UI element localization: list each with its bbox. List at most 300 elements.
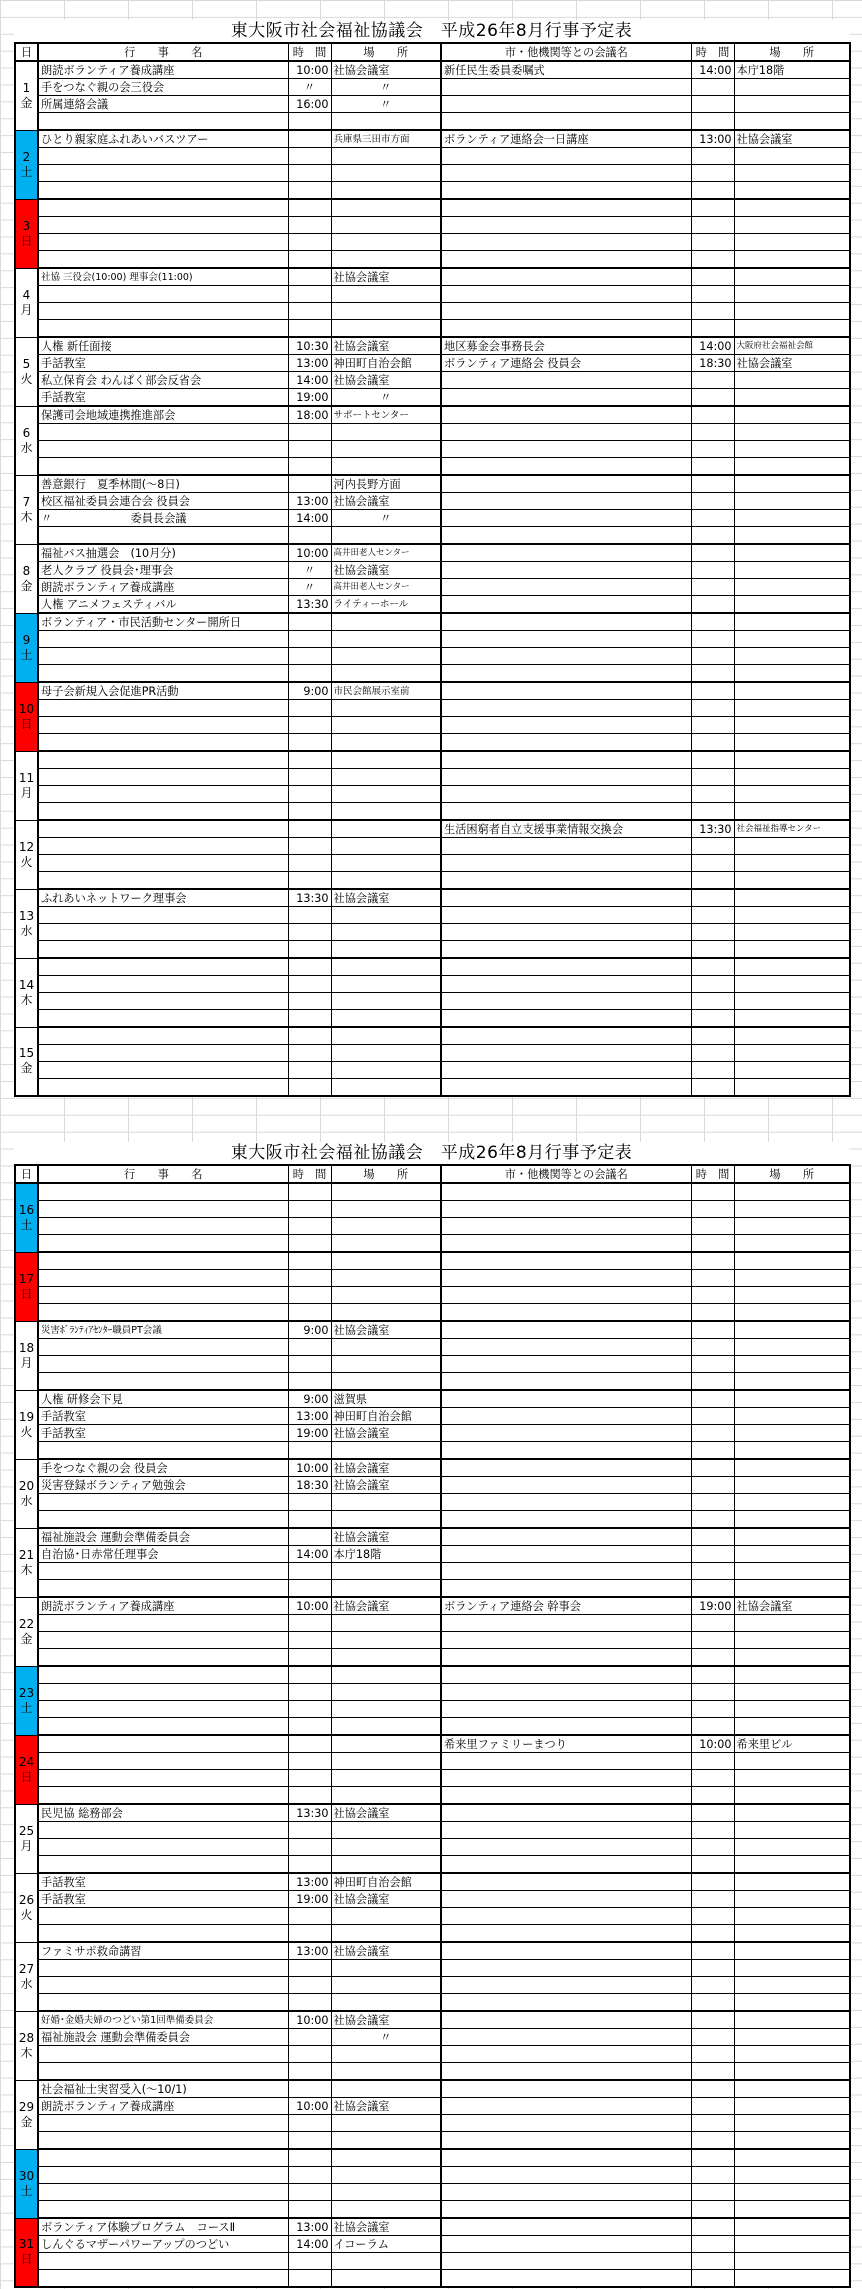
table-row [15,113,850,131]
table-row [15,941,850,959]
day-weekday: 土 [20,1217,33,1232]
ext-event-place [734,182,850,200]
event-place [331,734,441,752]
header-ext-event: 市・他機関等との会議名 [441,1165,691,1183]
day-weekday: 木 [20,992,33,1007]
ext-event-name [441,544,691,562]
ext-event-name [441,717,691,734]
day-cell [15,1183,38,1252]
ext-event-name [441,1235,691,1253]
table-row [15,337,850,355]
event-name: 手をつなぐ親の会 役員会 [38,1459,288,1477]
ext-event-time [691,2080,734,2098]
ext-event-name [441,268,691,286]
event-place [331,700,441,717]
event-place [331,1287,441,1304]
ext-event-name [441,803,691,821]
ext-event-time [691,1287,734,1304]
ext-event-place [734,1183,850,1201]
table-row [15,2029,850,2046]
ext-event-place [734,1252,850,1270]
ext-event-time: 19:00 [691,1597,734,1615]
event-time [288,1201,331,1218]
event-place [331,217,441,234]
ext-event-place [734,786,850,803]
table-row [15,527,850,545]
event-time: 13:30 [288,889,331,907]
event-name: ボランティア・市民活動センター開所日 [38,613,288,631]
ext-event-place [734,1321,850,1339]
table-row [15,1425,850,1442]
event-name [38,527,288,545]
ext-event-place [734,838,850,855]
ext-event-name [441,838,691,855]
day-number: 24 [18,1754,35,1769]
event-place [331,1218,441,1235]
table-row [15,579,850,596]
ext-event-place [734,251,850,269]
event-name [38,1960,288,1977]
event-place [331,165,441,182]
ext-event-place [734,596,850,614]
event-name [38,1339,288,1356]
day-weekday: 日 [20,1286,33,1301]
event-time [288,2167,331,2184]
day-cell [15,268,38,337]
ext-event-name [441,2218,691,2236]
event-place: 社協会議室 [331,372,441,389]
event-name [38,1994,288,2012]
ext-event-name [441,527,691,545]
event-time [288,2184,331,2201]
table-row [15,165,850,182]
event-name [38,2167,288,2184]
ext-event-name [441,165,691,182]
ext-event-name [441,1390,691,1408]
event-place [331,872,441,890]
ext-event-place [734,1304,850,1322]
event-name [38,286,288,303]
ext-event-name [441,1787,691,1805]
table-row [15,1511,850,1529]
ext-event-time [691,1822,734,1839]
event-time: 14:00 [288,1546,331,1563]
ext-event-name [441,234,691,251]
ext-event-place [734,1873,850,1891]
ext-event-name [441,872,691,890]
ext-event-time [691,2149,734,2167]
ext-event-time [691,2253,734,2270]
event-place [331,441,441,458]
event-name [38,1045,288,1062]
day-cell [15,1459,38,1528]
ext-event-place [734,217,850,234]
event-place [331,769,441,786]
event-time [288,1615,331,1632]
event-time [288,648,331,665]
event-time [288,475,331,493]
event-place: 兵庫県三田市方面 [331,130,441,148]
day-cell [15,1528,38,1597]
table-row [15,2149,850,2167]
ext-event-time [691,1977,734,1994]
ext-event-place [734,1010,850,1028]
ext-event-name [441,2201,691,2219]
event-name: 私立保育会 わんぱく部会反省会 [38,372,288,389]
event-name [38,1666,288,1684]
event-place [331,1615,441,1632]
day-number: 9 [22,632,31,647]
event-place [331,2184,441,2201]
header-ext-time: 時 間 [691,1165,734,1183]
ext-event-time [691,1649,734,1667]
ext-event-time [691,1027,734,1045]
event-time [288,1701,331,1718]
ext-event-place [734,234,850,251]
event-name [38,1770,288,1787]
table-row [15,424,850,441]
ext-event-name [441,1218,691,1235]
table-row [15,700,850,717]
event-place [331,855,441,872]
event-name: 所属連絡会議 [38,96,288,113]
event-place [331,251,441,269]
ext-event-time [691,1218,734,1235]
event-time [288,1304,331,1322]
day-number: 10 [18,701,35,716]
ext-event-place [734,579,850,596]
day-weekday: 月 [20,1355,33,1370]
event-time: 13:00 [288,355,331,372]
header-place: 場 所 [331,1165,441,1183]
ext-event-place [734,1770,850,1787]
day-weekday: 日 [20,2252,33,2267]
ext-event-time [691,2115,734,2132]
ext-event-name [441,976,691,993]
day-weekday: 金 [20,1631,33,1646]
event-name [38,320,288,338]
event-place [331,2270,441,2288]
ext-event-time [691,1701,734,1718]
event-place [331,958,441,976]
ext-event-place [734,2046,850,2063]
ext-event-time [691,1839,734,1856]
event-name: 〃 委員長会議 [38,510,288,527]
event-time [288,217,331,234]
day-cell [15,1597,38,1666]
ext-event-time [691,1770,734,1787]
event-time [288,769,331,786]
ext-event-name [441,406,691,424]
ext-event-name [441,2098,691,2115]
ext-event-time [691,1459,734,1477]
ext-event-time [691,1615,734,1632]
event-time: 14:00 [288,372,331,389]
table-row [15,751,850,769]
ext-event-time [691,286,734,303]
ext-event-time [691,1908,734,1925]
ext-event-name [441,1994,691,2012]
event-place: 市民会館展示室前 [331,682,441,700]
ext-event-name [441,1339,691,1356]
event-time [288,1770,331,1787]
event-time: 13:00 [288,1873,331,1891]
event-time [288,1960,331,1977]
event-place [331,458,441,476]
ext-event-place [734,1925,850,1943]
ext-event-place [734,769,850,786]
ext-event-place: 本庁18階 [734,61,850,79]
ext-event-time: 18:30 [691,355,734,372]
ext-event-time [691,475,734,493]
ext-event-name [441,648,691,665]
ext-event-time [691,631,734,648]
event-time: 13:00 [288,2218,331,2236]
ext-event-place [734,1666,850,1684]
event-place: 社協会議室 [331,268,441,286]
ext-event-time [691,1010,734,1028]
table-row [15,1027,850,1045]
ext-event-name [441,320,691,338]
table-row [15,1908,850,1925]
ext-event-place [734,803,850,821]
ext-event-time [691,96,734,113]
ext-event-name [441,1839,691,1856]
table-row [15,2253,850,2270]
ext-event-time [691,562,734,579]
ext-event-time [691,1787,734,1805]
ext-event-place [734,1718,850,1736]
ext-event-name [441,1062,691,1079]
table-row [15,2167,850,2184]
event-time: 13:00 [288,493,331,510]
event-place: 社協会議室 [331,1528,441,1546]
table-row [15,148,850,165]
ext-event-name [441,1684,691,1701]
ext-event-name [441,217,691,234]
ext-event-name [441,493,691,510]
event-time [288,613,331,631]
event-name: 手話教室 [38,1891,288,1908]
event-time [288,2029,331,2046]
day-number: 6 [22,425,31,440]
ext-event-name [441,1908,691,1925]
event-name: 手話教室 [38,389,288,407]
event-place: 社協会議室 [331,562,441,579]
table-row [15,1839,850,1856]
ext-event-place [734,1804,850,1822]
ext-event-place [734,1977,850,1994]
event-name: しんぐるマザーパワーアップのつどい [38,2236,288,2253]
event-place [331,1511,441,1529]
ext-event-place [734,2149,850,2167]
ext-event-time [691,1528,734,1546]
event-place [331,1027,441,1045]
event-time: 10:00 [288,1459,331,1477]
ext-event-name [441,148,691,165]
ext-event-time [691,2218,734,2236]
day-weekday: 日 [20,1769,33,1784]
event-name [38,234,288,251]
event-name [38,1079,288,1097]
ext-event-name [441,1822,691,1839]
event-name [38,941,288,959]
table-row [15,1770,850,1787]
ext-event-time [691,2063,734,2081]
ext-event-time [691,544,734,562]
ext-event-place [734,2098,850,2115]
schedule-table [14,1164,851,2288]
ext-event-name [441,286,691,303]
ext-event-place [734,1684,850,1701]
ext-event-name [441,1459,691,1477]
ext-event-name [441,682,691,700]
ext-event-place [734,268,850,286]
table-row [15,79,850,96]
ext-event-time [691,1580,734,1598]
day-cell [15,820,38,889]
ext-event-time [691,2270,734,2288]
ext-event-place [734,1787,850,1805]
table-row [15,2184,850,2201]
day-weekday: 土 [20,647,33,662]
event-name [38,2063,288,2081]
ext-event-place [734,1632,850,1649]
event-name [38,251,288,269]
ext-event-name [441,1891,691,1908]
event-time [288,1287,331,1304]
ext-event-name [441,96,691,113]
event-time: 10:30 [288,337,331,355]
ext-event-name [441,751,691,769]
day-weekday: 月 [20,302,33,317]
event-time: 9:00 [288,1390,331,1408]
ext-event-time [691,1494,734,1511]
day-number: 13 [18,908,35,923]
event-name [38,1442,288,1460]
day-number: 2 [22,149,31,164]
event-name [38,631,288,648]
ext-event-place [734,1822,850,1839]
ext-event-time [691,855,734,872]
event-time [288,1718,331,1736]
ext-event-name: ボランティア連絡会 幹事会 [441,1597,691,1615]
ext-event-place: 社協会議室 [734,1597,850,1615]
event-name: 人権 アニメフェスティバル [38,596,288,614]
ext-event-time [691,1873,734,1891]
ext-event-time [691,786,734,803]
event-place [331,182,441,200]
table-row [15,234,850,251]
event-time [288,148,331,165]
day-cell [15,1321,38,1390]
event-place [331,1925,441,1943]
table-row [15,1528,850,1546]
day-number: 4 [22,287,31,302]
table-row [15,958,850,976]
ext-event-name [441,613,691,631]
event-time [288,458,331,476]
day-weekday: 日 [20,233,33,248]
day-number: 14 [18,977,35,992]
ext-event-time [691,148,734,165]
event-time [288,924,331,941]
day-number: 21 [18,1547,35,1562]
ext-event-time [691,1563,734,1580]
ext-event-place [734,562,850,579]
event-time [288,1580,331,1598]
ext-event-name [441,1027,691,1045]
event-place [331,1701,441,1718]
event-name [38,2201,288,2219]
event-time [288,820,331,838]
day-number: 7 [22,494,31,509]
ext-event-time [691,406,734,424]
table-row [15,734,850,752]
ext-event-place [734,941,850,959]
ext-event-place [734,199,850,217]
event-name: 朗読ボランティア養成講座 [38,579,288,596]
header-event: 行 事 名 [38,43,288,61]
event-time: 〃 [288,562,331,579]
event-name [38,1304,288,1322]
event-place [331,1856,441,1874]
event-place [331,1753,441,1770]
ext-event-time [691,665,734,683]
table-row [15,1062,850,1079]
event-place [331,1079,441,1097]
ext-event-place [734,2011,850,2029]
event-name [38,1356,288,1373]
ext-event-time [691,1925,734,1943]
event-time [288,424,331,441]
ext-event-place [734,717,850,734]
table-row [15,1994,850,2012]
day-weekday: 水 [20,923,33,938]
day-cell [15,61,38,130]
event-name [38,217,288,234]
ext-event-place: 社協会議室 [734,355,850,372]
event-place [331,1666,441,1684]
ext-event-name [441,1649,691,1667]
ext-event-name [441,113,691,131]
ext-event-place [734,1287,850,1304]
event-place: 神田町自治会館 [331,1408,441,1425]
day-cell [15,751,38,820]
day-weekday: 金 [20,1061,33,1076]
table-row [15,1891,850,1908]
event-time [288,1494,331,1511]
table-row [15,389,850,407]
table-row [15,1045,850,1062]
event-place: 神田町自治会館 [331,355,441,372]
ext-event-name [441,2270,691,2288]
event-time [288,734,331,752]
ext-event-time [691,941,734,959]
ext-event-name [441,993,691,1010]
event-time [288,527,331,545]
event-name [38,1753,288,1770]
ext-event-place [734,1856,850,1874]
ext-event-place [734,79,850,96]
event-time: 13:30 [288,1804,331,1822]
event-time: 18:00 [288,406,331,424]
ext-event-time [691,803,734,821]
event-name [38,1373,288,1391]
ext-event-place [734,2201,850,2219]
event-time [288,303,331,320]
ext-event-place [734,751,850,769]
